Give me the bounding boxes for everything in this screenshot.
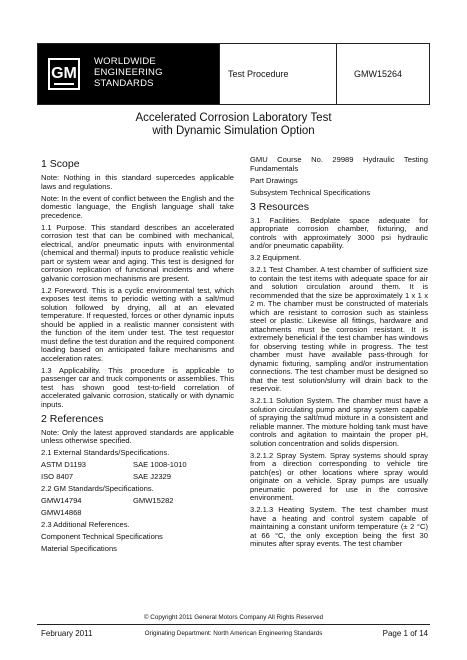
reference-item: Part Drawings	[250, 175, 298, 185]
header-divider	[219, 44, 220, 104]
header-divider	[336, 44, 337, 104]
reference-row: ISO 8407 SAE J2329	[41, 472, 171, 481]
document-title: Accelerated Corrosion Laboratory Test with Dynamic Simulation Option	[135, 112, 332, 137]
note: Note: Nothing in this standard supercedes applicable laws and regulations.	[41, 173, 234, 191]
paragraph-purpose: 1.1 Purpose. This standard describes an accelerated corrosion test that can be combined with mechanical, electrical, and/or pneumatic inputs with environmental (chemical and thermal) inputs to produce realistic vehicle part or system wear and aging. This test is designed for corrosion replication of functional incidents and where galvanic corrosion mechanisms are present.	[41, 222, 234, 283]
section-heading-scope: 1 Scope	[41, 158, 80, 170]
paragraph-applicability: 1.3 Applicability. This procedure is applicable to passenger car and truck components or assemblies. This test has shown good test-to-field correlation of accelerated galvanic corrosion, statically or with dynamic inputs.	[41, 365, 234, 409]
footer-page-number: Page 1 of 14	[382, 629, 428, 638]
subsection-heading: 2.1 External Standards/Specifications.	[41, 448, 170, 457]
brand-name: WORLDWIDE ENGINEERING STANDARDS	[94, 56, 163, 89]
document-header	[37, 43, 430, 105]
left-column	[41, 156, 234, 557]
footer-date: February 2011	[41, 629, 93, 638]
paragraph-spray-system: 3.2.1.2 Spray System. Spray systems should spray from a direction corresponding to vehicle tire patch(es) or other locations where spray would originate on a vehicle. Spray pumps are usually pneumatic powered for use in the corrosive environment.	[250, 450, 428, 502]
paragraph-foreword: 1.2 Foreword. This is a cyclic environmental test, which exposes test items to periodic wetting with a salt/mud solution followed by drying, all at an elevated temperature. If requested, forces or other dynamic inputs should be applied in a realistic manner consistent with the function of the item under test. The test requestor must define the test duration and the required component loading based on anticipated failure mechanisms and acceleration rates.	[41, 285, 234, 363]
paragraph-facilities: 3.1 Facilities. Bedplate space adequate for appropriate corrosion chamber, fixturing, and controls with approximately 3000 psi hydraulic and/or pneumatic capability.	[250, 215, 428, 250]
subsection-heading: 2.2 GM Standards/Specifications.	[41, 484, 154, 493]
footer-department: Originating Department: North American Engineering Standards	[144, 630, 323, 637]
paragraph-solution-system: 3.2.1.1 Solution System. The chamber must have a solution circulating pump and spray system capable of spraying the salt/mud mixture in a consistent and reliable manner. The mixture holding tank must have controls and agitation to maintain the proper pH, solution concentration and solids dispersion.	[250, 396, 428, 448]
paragraph-heating-system: 3.2.1.3 Heating System. The test chamber must have a heating and control system capable of maintaining a constant uniform temperature (± 2 °C) at 66 °C, the only exception being the first 30 minutes after spray events. The test chamber	[250, 505, 428, 548]
note: Note: In the event of conflict between the English and the domestic language, the English language shall take precedence.	[41, 193, 234, 220]
doc-number: GMW15264	[354, 69, 403, 79]
copyright-notice: © Copyright 2011 General Motors Company All Rights Reserved	[143, 614, 324, 621]
gm-logo: GM	[48, 58, 80, 90]
reference-item: Material Specifications	[41, 544, 117, 553]
paragraph-equipment: 3.2 Equipment.	[250, 253, 302, 262]
reference-item: Subsystem Technical Specifications	[250, 187, 371, 197]
section-heading-references: 2 References	[41, 412, 104, 425]
right-column	[250, 156, 428, 552]
brand-block	[38, 44, 219, 104]
subsection-heading: 2.3 Additional References.	[41, 520, 130, 529]
section-heading-resources: 3 Resources	[250, 200, 309, 213]
reference-row: GMW14794 GMW15282	[41, 496, 174, 505]
paragraph-test-chamber: 3.2.1 Test Chamber. A test chamber of sufficient size to contain the test items with adequate space for air and solution circulation around them. It is recommended that the size be approximately 1 x 1 x 2 m. The chamber must be constructed of materials which are resistant to corrosion such as stainless steel or plastic. Likewise all fittings, hardware and attachments must be corrosion resistant. It is extremely beneficial if the test chamber has windows for observing testing while in progress. The test chamber must have available pass-through for dynamic fixturing, sampling and/or instrumentation connections. The test chamber must be designed so that the test solution/slurry will drain back to the reservoir.	[250, 265, 428, 393]
reference-row: GMW14868	[41, 508, 82, 517]
reference-item: Component Technical Specifications	[41, 532, 163, 541]
doc-type: Test Procedure	[228, 69, 289, 79]
reference-row: ASTM D1193 SAE 1008-1010	[41, 460, 187, 469]
note: Note: Only the latest approved standards are applicable unless otherwise specified.	[41, 427, 234, 445]
page-footer	[37, 624, 430, 641]
reference-item: GMU Course No. 29989 Hydraulic Testing Fundamentals	[250, 155, 428, 173]
